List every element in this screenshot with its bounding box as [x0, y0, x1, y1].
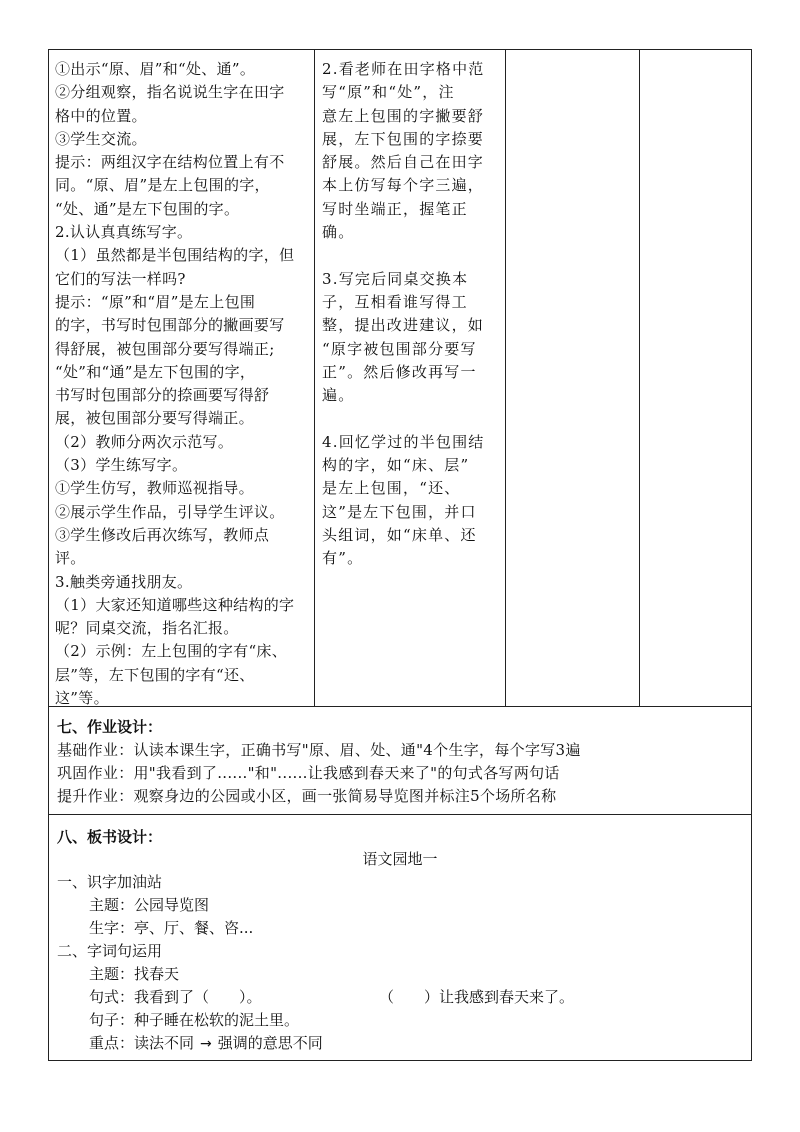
student-activity-text [322, 58, 497, 571]
teacher-activity-line: ①学生仿写，教师巡视指导。 [55, 479, 254, 498]
board-theme-2: 主题：找春天 [89, 965, 180, 983]
student-step-4-line: 有”。 [322, 549, 364, 568]
teacher-activity-line: （1）大家还知道哪些这种结构的字 [55, 595, 295, 614]
student-step-2-line: 舒展。然后自己在田字 [322, 153, 485, 172]
board-focus-b: 强调的意思不同 [217, 1034, 323, 1052]
teacher-activity-line: 格中的位置。 [55, 106, 147, 125]
board-new-chars: 生字：亭、厅、餐、咨... [89, 919, 254, 937]
teacher-activity-line: ③学生交流。 [55, 129, 147, 148]
teacher-activity-line: 提示：两组汉字在结构位置上有不 [55, 153, 285, 172]
student-step-3-line: “原字被包围部分要写 [322, 339, 477, 358]
student-step-2-line: 意左上包围的字撇要舒 [322, 106, 485, 125]
teacher-activity-line: （3）学生练写字。 [55, 456, 188, 475]
teacher-activity-line: 的字，书写时包围部分的撇画要写 [55, 316, 285, 335]
student-step-3-line: 遍。 [322, 386, 355, 405]
student-step-2-line: 确。 [322, 223, 355, 242]
homework-title: 七、作业设计： [57, 718, 163, 736]
teacher-activity-line: 同。“原、眉”是左上包围的字， [55, 176, 270, 195]
student-step-2-line: 写“原”和“处”，注 [322, 83, 455, 102]
teacher-activity-line: 这”等。 [55, 689, 109, 708]
teacher-activity-line: 2.认认真真练写字。 [55, 223, 193, 242]
teacher-activity-line: “处”和“通”是左下包围的字， [55, 362, 256, 381]
student-step-2-line: 本上仿写每个字三遍， [322, 176, 485, 195]
teacher-activity-line: ②展示学生作品，引导学生评议。 [55, 502, 285, 521]
teacher-activity-line: 层”等，左下包围的字有“还、 [55, 665, 255, 684]
board-theme-1: 主题：公园导览图 [89, 896, 210, 914]
student-step-4-line: 这”是左下包围，并口 [322, 502, 477, 521]
board-title: 八、板书设计： [57, 828, 163, 846]
teacher-activity-line: ①出示“原、眉”和“处、通”。 [55, 60, 256, 78]
board-design-section [48, 815, 752, 1061]
teacher-activity-line: 评。 [55, 549, 86, 568]
student-step-2-line: 2.看老师在田字格中范 [322, 60, 485, 78]
student-step-2-line: 写时坐端正，握笔正 [322, 199, 468, 218]
board-focus-a: 重点：读法不同 [89, 1034, 195, 1052]
board-pattern-a: 句式：我看到了（ ）。 [89, 988, 262, 1006]
student-step-3-line: 整，提出改进建议，如 [322, 316, 485, 335]
teacher-activity-line: 呢？同桌交流，指名汇报。 [55, 619, 239, 638]
teacher-activity-line: 3.触类旁通找朋友。 [55, 572, 193, 591]
right-arrow-icon: → [200, 1036, 212, 1052]
teacher-activity-cell [49, 50, 315, 706]
teacher-activity-line: 展，被包围部分要写得端正。 [55, 409, 254, 428]
student-step-3-line: 正”。然后修改再写一 [322, 362, 477, 381]
teacher-activity-line: （2）教师分两次示范写。 [55, 432, 234, 451]
homework-section [48, 707, 752, 815]
board-section-1: 一、识字加油站 [57, 873, 163, 891]
homework-advanced: 提升作业：观察身边的公园或小区，画一张简易导览图并标注5个场所名称 [57, 787, 557, 805]
student-step-4-line: 构的字，如“床、层” [322, 456, 470, 475]
student-activity-cell [315, 50, 506, 706]
lesson-steps-table [48, 49, 752, 707]
teacher-activity-line: 它们的写法一样吗? [55, 269, 186, 288]
teacher-activity-line: （1）虽然都是半包围结构的字，但 [55, 246, 295, 265]
student-step-4-line: 头组词，如“床单、还 [322, 525, 477, 544]
teacher-activity-line: ③学生修改后再次练写，教师点 [55, 525, 270, 544]
paragraph-gap [322, 407, 497, 430]
student-step-3-line: 子，互相看谁写得工 [322, 292, 468, 311]
student-step-2-line: 展，左下包围的字捺要 [322, 129, 485, 148]
teacher-activity-line: “处、通”是左下包围的字。 [55, 199, 240, 218]
teacher-activity-text [55, 58, 308, 710]
student-step-4-line: 4.回忆学过的半包围结 [322, 432, 485, 451]
homework-consolidate: 巩固作业：用"我看到了......"和"......让我感到春天来了"的句式各写两句话 [57, 764, 560, 782]
board-section-2: 二、字词句运用 [57, 942, 163, 960]
paragraph-gap [322, 244, 497, 267]
board-focus [89, 1032, 323, 1053]
teacher-activity-line: （2）示例：左上包围的字有“床、 [55, 642, 288, 661]
teacher-activity-line: ②分组观察，指名说说生字在田字 [55, 83, 285, 102]
teacher-activity-line: 得舒展，被包围部分要写得端正; [55, 339, 275, 358]
empty-cell-4 [640, 50, 753, 706]
student-step-3-line: 3.写完后同桌交换本 [322, 269, 469, 288]
teacher-activity-line: 书写时包围部分的捺画要写得舒 [55, 386, 270, 405]
homework-basic: 基础作业：认读本课生字，正确书写"原、眉、处、通"4个生字，每个字写3遍 [57, 741, 581, 759]
empty-cell-3 [506, 50, 640, 706]
student-step-4-line: 是左上包围，“还、 [322, 479, 461, 498]
board-center-title: 语文园地一 [362, 850, 438, 868]
board-sentence: 句子：种子睡在松软的泥土里。 [89, 1011, 300, 1029]
teacher-activity-line: 提示：“原”和“眉”是左上包围 [55, 292, 256, 311]
homework-list [57, 739, 745, 808]
board-pattern-b: （ ）让我感到春天来了。 [379, 988, 575, 1006]
